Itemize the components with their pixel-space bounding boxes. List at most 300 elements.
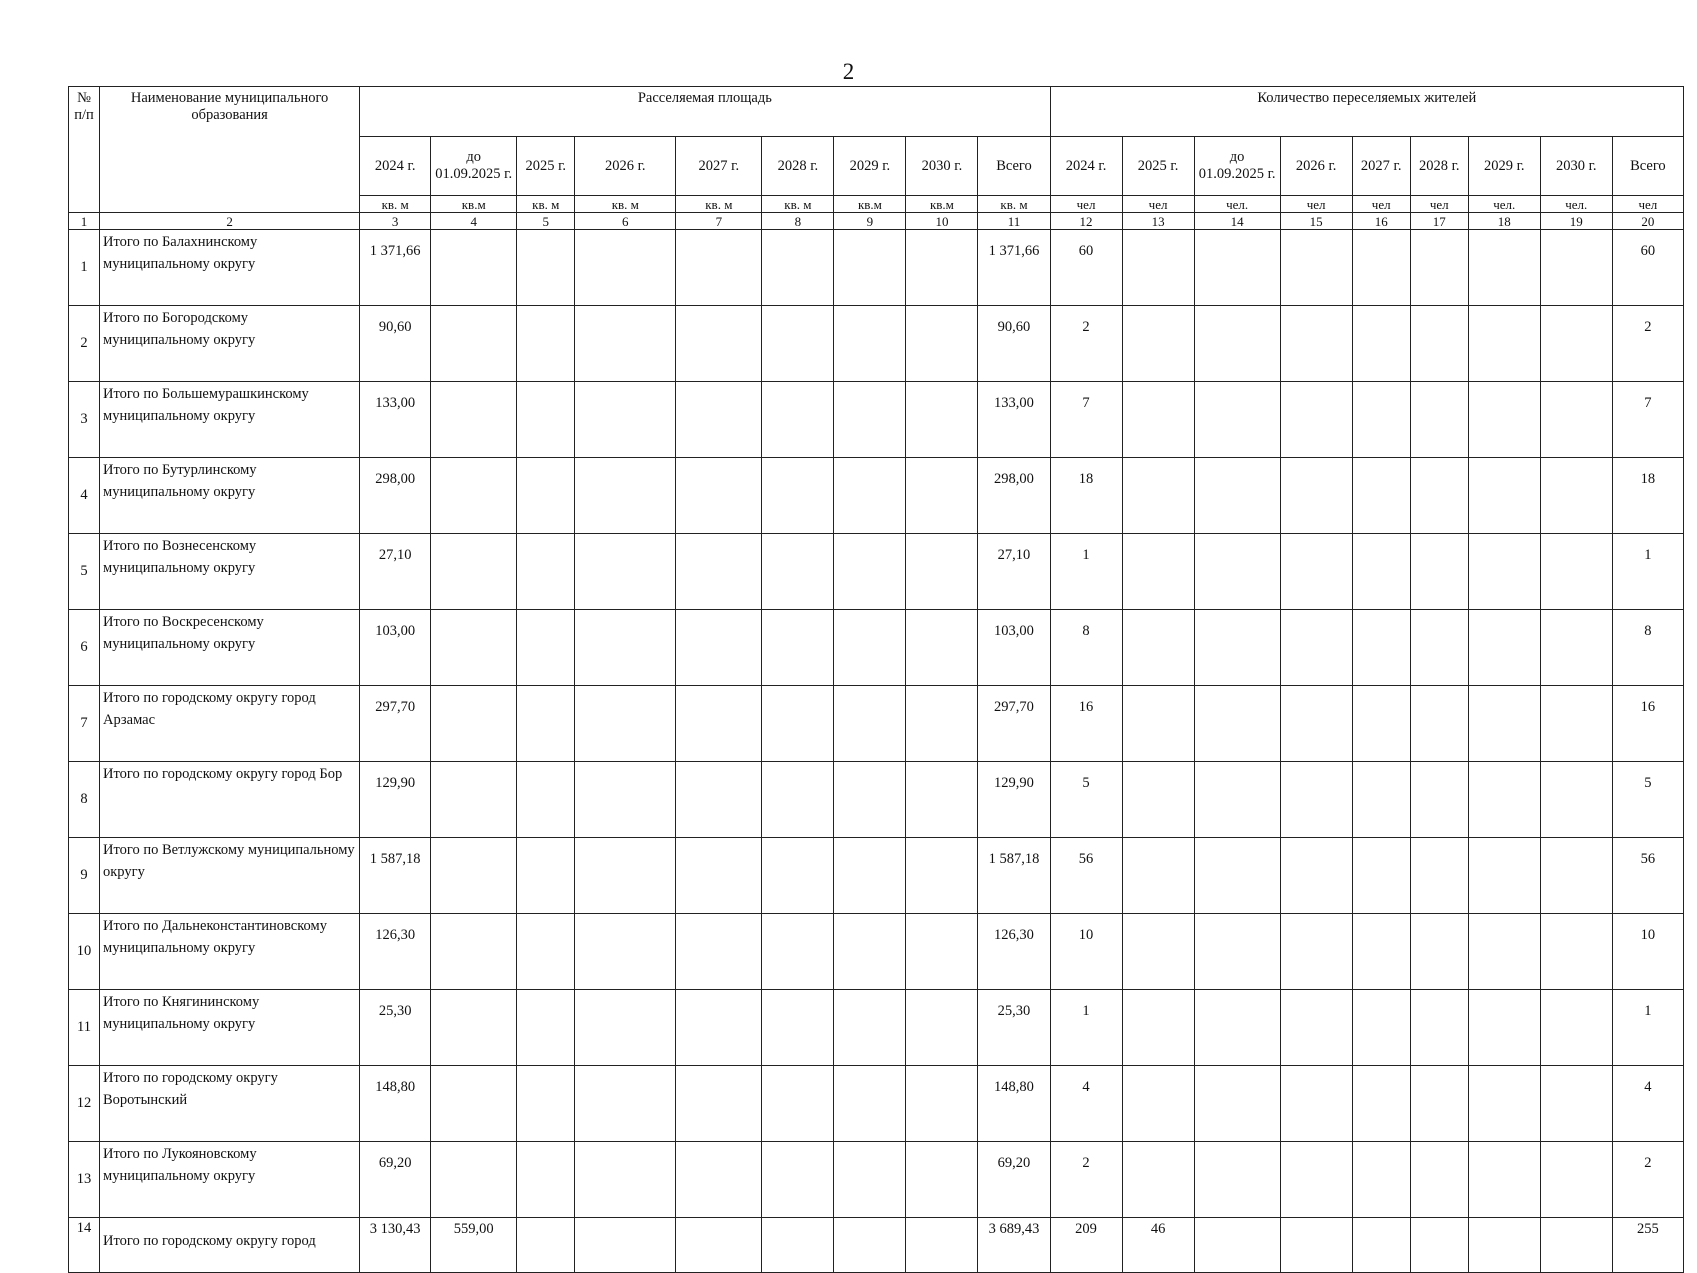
data-cell: 56 [1050, 838, 1122, 914]
data-cell [1540, 1142, 1612, 1218]
data-cell [1352, 230, 1410, 306]
data-cell [834, 458, 906, 534]
data-cell [906, 230, 978, 306]
data-cell: 2 [1612, 306, 1683, 382]
data-cell [906, 686, 978, 762]
data-cell [1468, 990, 1540, 1066]
data-cell [834, 230, 906, 306]
municipality-name: Итого по Ветлужскому муниципальному округу [100, 838, 360, 914]
header-name: Наименование муниципального образования [100, 87, 360, 213]
column-number: 3 [360, 213, 431, 230]
data-cell: 1 [1050, 990, 1122, 1066]
data-cell [676, 306, 762, 382]
table-row [69, 838, 1684, 914]
data-cell [1280, 458, 1352, 534]
header-area-year: Всего [978, 137, 1050, 196]
data-cell [1352, 1066, 1410, 1142]
data-cell [762, 914, 834, 990]
header-residents-group: Количество переселяемых жителей [1050, 87, 1683, 137]
data-cell [431, 686, 517, 762]
municipality-name: Итого по городскому округу город [100, 1218, 360, 1273]
header-residents-unit: чел. [1468, 196, 1540, 213]
column-number: 8 [762, 213, 834, 230]
data-cell [676, 762, 762, 838]
data-cell [906, 1142, 978, 1218]
data-cell [575, 306, 676, 382]
data-cell [834, 382, 906, 458]
header-residents-year: 2024 г. [1050, 137, 1122, 196]
data-cell [1410, 1218, 1468, 1273]
data-cell [517, 762, 575, 838]
data-cell [1540, 306, 1612, 382]
data-cell [906, 838, 978, 914]
data-cell [762, 838, 834, 914]
data-cell [834, 838, 906, 914]
data-cell [1352, 534, 1410, 610]
data-cell [762, 762, 834, 838]
row-number: 6 [69, 610, 100, 686]
header-residents-unit: чел [1410, 196, 1468, 213]
data-cell [1280, 534, 1352, 610]
data-cell [517, 990, 575, 1066]
data-cell [1410, 762, 1468, 838]
row-number: 10 [69, 914, 100, 990]
data-cell [1194, 1218, 1280, 1273]
data-cell [1410, 610, 1468, 686]
data-cell [762, 1142, 834, 1218]
data-cell [1280, 306, 1352, 382]
data-cell [834, 534, 906, 610]
data-cell [906, 914, 978, 990]
data-cell [1540, 534, 1612, 610]
data-cell [676, 838, 762, 914]
data-cell [1468, 382, 1540, 458]
column-number: 7 [676, 213, 762, 230]
data-cell [1540, 382, 1612, 458]
data-cell: 297,70 [978, 686, 1050, 762]
header-area-group: Расселяемая площадь [360, 87, 1050, 137]
data-cell [676, 534, 762, 610]
data-cell [1540, 1218, 1612, 1273]
data-cell [1280, 1218, 1352, 1273]
data-cell [431, 306, 517, 382]
data-cell [1280, 914, 1352, 990]
data-cell: 18 [1050, 458, 1122, 534]
data-cell: 1 [1050, 534, 1122, 610]
header-area-unit: кв.м [431, 196, 517, 213]
data-cell [906, 1218, 978, 1273]
data-cell: 103,00 [360, 610, 431, 686]
data-cell [517, 458, 575, 534]
table-row [69, 306, 1684, 382]
data-cell [517, 610, 575, 686]
column-number: 15 [1280, 213, 1352, 230]
data-cell: 5 [1050, 762, 1122, 838]
data-cell: 8 [1050, 610, 1122, 686]
row-number: 5 [69, 534, 100, 610]
municipality-name: Итого по городскому округу город Бор [100, 762, 360, 838]
data-cell: 126,30 [360, 914, 431, 990]
data-cell [834, 686, 906, 762]
data-cell [575, 1066, 676, 1142]
data-cell: 1 371,66 [360, 230, 431, 306]
row-number: 2 [69, 306, 100, 382]
data-cell [575, 610, 676, 686]
data-cell [1540, 1066, 1612, 1142]
data-cell [1410, 1066, 1468, 1142]
data-cell [906, 762, 978, 838]
data-cell [1194, 306, 1280, 382]
column-number: 10 [906, 213, 978, 230]
table-row [69, 1066, 1684, 1142]
column-number: 18 [1468, 213, 1540, 230]
data-cell: 255 [1612, 1218, 1683, 1273]
data-cell [575, 458, 676, 534]
data-cell [1410, 306, 1468, 382]
column-number: 14 [1194, 213, 1280, 230]
data-cell: 46 [1122, 1218, 1194, 1273]
data-cell: 2 [1050, 306, 1122, 382]
data-cell [575, 686, 676, 762]
data-cell [431, 762, 517, 838]
data-cell: 298,00 [360, 458, 431, 534]
data-cell [1122, 230, 1194, 306]
data-cell [575, 762, 676, 838]
data-cell [1280, 762, 1352, 838]
data-cell [517, 914, 575, 990]
column-number: 17 [1410, 213, 1468, 230]
data-cell [1122, 610, 1194, 686]
data-cell [1468, 762, 1540, 838]
data-cell: 2 [1612, 1142, 1683, 1218]
header-area-unit: кв. м [978, 196, 1050, 213]
data-cell: 103,00 [978, 610, 1050, 686]
data-cell [1194, 838, 1280, 914]
data-cell [906, 382, 978, 458]
data-cell [1194, 686, 1280, 762]
municipality-name: Итого по Вознесенскому муниципальному округу [100, 534, 360, 610]
data-cell [1540, 458, 1612, 534]
data-cell [517, 1142, 575, 1218]
data-cell [1194, 230, 1280, 306]
data-cell [906, 1066, 978, 1142]
data-cell: 56 [1612, 838, 1683, 914]
data-cell [1468, 458, 1540, 534]
header-residents-year: 2027 г. [1352, 137, 1410, 196]
header-residents-unit: чел [1612, 196, 1683, 213]
data-cell: 60 [1050, 230, 1122, 306]
header-residents-year: 2026 г. [1280, 137, 1352, 196]
header-area-year: 2026 г. [575, 137, 676, 196]
data-cell: 148,80 [978, 1066, 1050, 1142]
data-cell [431, 990, 517, 1066]
data-cell [834, 1066, 906, 1142]
data-cell [1410, 458, 1468, 534]
data-cell [1468, 1218, 1540, 1273]
data-cell [575, 382, 676, 458]
data-cell [575, 1218, 676, 1273]
data-cell [906, 610, 978, 686]
row-number: 8 [69, 762, 100, 838]
data-cell [1468, 914, 1540, 990]
row-number: 12 [69, 1066, 100, 1142]
header-residents-year: Всего [1612, 137, 1683, 196]
data-cell: 1 587,18 [360, 838, 431, 914]
data-cell [1122, 990, 1194, 1066]
row-number: 14 [69, 1218, 100, 1273]
data-cell: 133,00 [360, 382, 431, 458]
data-cell [762, 458, 834, 534]
municipality-name: Итого по Дальнеконстантиновскому муниципальному округу [100, 914, 360, 990]
data-cell [834, 1142, 906, 1218]
table-row [69, 230, 1684, 306]
table-row [69, 914, 1684, 990]
data-cell [431, 382, 517, 458]
data-cell [1352, 990, 1410, 1066]
data-cell: 8 [1612, 610, 1683, 686]
header-area-year: 2025 г. [517, 137, 575, 196]
data-cell [431, 230, 517, 306]
data-cell [575, 990, 676, 1066]
data-cell [1540, 838, 1612, 914]
data-cell [762, 230, 834, 306]
data-cell: 27,10 [360, 534, 431, 610]
header-residents-unit: чел [1122, 196, 1194, 213]
data-cell [1468, 838, 1540, 914]
data-cell: 5 [1612, 762, 1683, 838]
data-cell [1410, 230, 1468, 306]
table-row [69, 990, 1684, 1066]
data-cell [676, 1142, 762, 1218]
data-cell [1540, 914, 1612, 990]
data-cell: 1 [1612, 534, 1683, 610]
data-cell [1194, 762, 1280, 838]
data-cell [1352, 838, 1410, 914]
data-cell [1122, 382, 1194, 458]
data-cell: 129,90 [978, 762, 1050, 838]
data-cell [1468, 610, 1540, 686]
header-area-year: до 01.09.2025 г. [431, 137, 517, 196]
municipality-name: Итого по Воскресенскому муниципальному округу [100, 610, 360, 686]
data-cell [1280, 686, 1352, 762]
header-area-year: 2024 г. [360, 137, 431, 196]
data-cell [1122, 1066, 1194, 1142]
header-residents-year: 2028 г. [1410, 137, 1468, 196]
data-cell [1194, 382, 1280, 458]
page-number: 2 [842, 59, 855, 84]
row-number: 3 [69, 382, 100, 458]
data-cell [1410, 1142, 1468, 1218]
header-area-unit: кв.м [906, 196, 978, 213]
data-cell [1352, 686, 1410, 762]
data-cell [575, 838, 676, 914]
data-cell: 298,00 [978, 458, 1050, 534]
data-cell [676, 1066, 762, 1142]
data-cell [431, 914, 517, 990]
data-cell [906, 458, 978, 534]
data-cell [1194, 914, 1280, 990]
header-residents-unit: чел [1050, 196, 1122, 213]
data-cell [1194, 1066, 1280, 1142]
table-row [69, 382, 1684, 458]
data-cell [676, 382, 762, 458]
data-cell [834, 762, 906, 838]
data-cell [575, 534, 676, 610]
data-cell: 1 587,18 [978, 838, 1050, 914]
data-cell [1280, 990, 1352, 1066]
data-cell [517, 1066, 575, 1142]
header-residents-unit: чел. [1194, 196, 1280, 213]
data-cell [762, 990, 834, 1066]
data-cell [762, 382, 834, 458]
data-cell [1540, 686, 1612, 762]
row-number: 11 [69, 990, 100, 1066]
data-cell [676, 990, 762, 1066]
data-cell: 297,70 [360, 686, 431, 762]
data-cell [1122, 534, 1194, 610]
data-cell: 7 [1612, 382, 1683, 458]
municipality-name: Итого по городскому округу Воротынский [100, 1066, 360, 1142]
column-number: 12 [1050, 213, 1122, 230]
table-row [69, 458, 1684, 534]
header-area-year: 2028 г. [762, 137, 834, 196]
column-number: 4 [431, 213, 517, 230]
column-number: 2 [100, 213, 360, 230]
data-cell: 90,60 [978, 306, 1050, 382]
header-area-unit: кв. м [360, 196, 431, 213]
data-cell: 1 [1612, 990, 1683, 1066]
municipality-name: Итого по Княгининскому муниципальному округу [100, 990, 360, 1066]
row-number: 9 [69, 838, 100, 914]
data-cell [575, 1142, 676, 1218]
data-cell [834, 914, 906, 990]
data-cell [1352, 914, 1410, 990]
data-cell [517, 838, 575, 914]
data-cell: 18 [1612, 458, 1683, 534]
data-cell: 10 [1612, 914, 1683, 990]
data-cell: 1 371,66 [978, 230, 1050, 306]
data-cell [906, 306, 978, 382]
table-row [69, 686, 1684, 762]
data-cell: 148,80 [360, 1066, 431, 1142]
data-cell: 7 [1050, 382, 1122, 458]
data-cell [1194, 990, 1280, 1066]
header-residents-year: до 01.09.2025 г. [1194, 137, 1280, 196]
municipality-name: Итого по Богородскому муниципальному округу [100, 306, 360, 382]
data-cell [1410, 686, 1468, 762]
data-cell: 10 [1050, 914, 1122, 990]
data-cell [1122, 762, 1194, 838]
data-cell [517, 686, 575, 762]
data-cell [1280, 838, 1352, 914]
resettlement-table [68, 86, 1684, 1273]
data-cell: 126,30 [978, 914, 1050, 990]
data-cell [1468, 306, 1540, 382]
municipality-name: Итого по городскому округу город Арзамас [100, 686, 360, 762]
data-cell [1352, 458, 1410, 534]
row-number: 7 [69, 686, 100, 762]
data-cell [762, 1218, 834, 1273]
data-cell: 90,60 [360, 306, 431, 382]
data-cell [1194, 534, 1280, 610]
data-cell: 69,20 [978, 1142, 1050, 1218]
table-row [69, 762, 1684, 838]
column-number: 5 [517, 213, 575, 230]
data-cell [834, 1218, 906, 1273]
data-cell [834, 306, 906, 382]
municipality-name: Итого по Лукояновскому муниципальному округу [100, 1142, 360, 1218]
data-cell [676, 1218, 762, 1273]
data-cell [676, 686, 762, 762]
data-cell [517, 534, 575, 610]
column-number: 1 [69, 213, 100, 230]
data-cell [1280, 230, 1352, 306]
data-cell [517, 306, 575, 382]
column-number: 16 [1352, 213, 1410, 230]
municipality-name: Итого по Бутурлинскому муниципальному округу [100, 458, 360, 534]
header-area-unit: кв. м [762, 196, 834, 213]
data-cell [1352, 382, 1410, 458]
data-cell [762, 610, 834, 686]
data-cell: 25,30 [360, 990, 431, 1066]
data-cell [517, 230, 575, 306]
data-cell [1540, 230, 1612, 306]
data-cell [762, 1066, 834, 1142]
data-cell [1280, 1142, 1352, 1218]
header-area-year: 2027 г. [676, 137, 762, 196]
header-residents-year: 2029 г. [1468, 137, 1540, 196]
data-cell [1122, 686, 1194, 762]
data-cell [431, 458, 517, 534]
data-cell: 2 [1050, 1142, 1122, 1218]
data-cell [906, 990, 978, 1066]
data-cell: 16 [1612, 686, 1683, 762]
data-cell [1194, 458, 1280, 534]
header-area-year: 2029 г. [834, 137, 906, 196]
data-cell [575, 914, 676, 990]
row-number: 1 [69, 230, 100, 306]
header-area-unit: кв. м [676, 196, 762, 213]
data-cell: 25,30 [978, 990, 1050, 1066]
data-cell [1280, 610, 1352, 686]
data-cell [1468, 686, 1540, 762]
header-area-unit: кв. м [575, 196, 676, 213]
data-cell [1468, 1066, 1540, 1142]
data-cell: 4 [1050, 1066, 1122, 1142]
data-cell [834, 990, 906, 1066]
data-cell [1122, 914, 1194, 990]
header-area-year: 2030 г. [906, 137, 978, 196]
data-cell [1540, 610, 1612, 686]
data-cell [1122, 458, 1194, 534]
data-cell [1122, 838, 1194, 914]
header-residents-year: 2025 г. [1122, 137, 1194, 196]
data-cell [1194, 610, 1280, 686]
header-residents-unit: чел [1352, 196, 1410, 213]
data-cell: 60 [1612, 230, 1683, 306]
data-cell: 3 689,43 [978, 1218, 1050, 1273]
column-number: 13 [1122, 213, 1194, 230]
data-cell [676, 458, 762, 534]
data-cell [431, 1142, 517, 1218]
data-cell [1468, 230, 1540, 306]
data-cell: 559,00 [431, 1218, 517, 1273]
municipality-name: Итого по Балахнинскому муниципальному округу [100, 230, 360, 306]
data-cell [1540, 762, 1612, 838]
data-cell [1468, 534, 1540, 610]
data-cell [1540, 990, 1612, 1066]
data-cell [762, 534, 834, 610]
